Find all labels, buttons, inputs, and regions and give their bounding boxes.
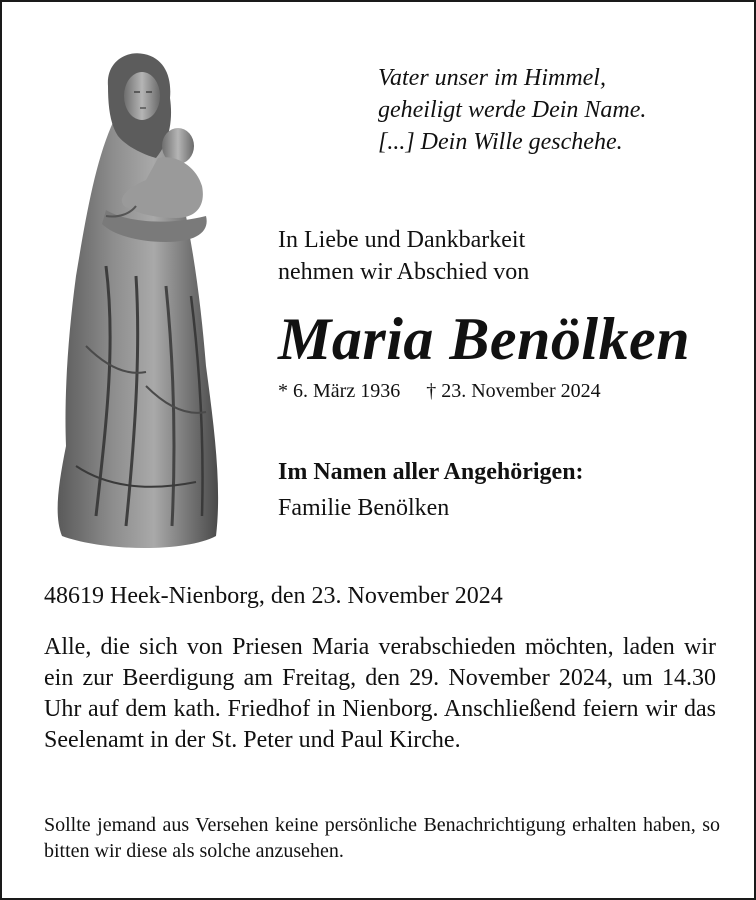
farewell-intro bbox=[278, 224, 529, 288]
mourners-signoff bbox=[278, 454, 584, 526]
madonna-statue-image bbox=[46, 46, 242, 552]
birth-date: * 6. März 1936 bbox=[278, 380, 401, 402]
prayer-line: Vater unser im Himmel, bbox=[378, 65, 606, 91]
notification-note: Sollte jemand aus Versehen keine persönliche Benachrichtigung erhalten haben, so bitten wir diese als solche anzusehen. bbox=[44, 814, 720, 862]
prayer-quote bbox=[378, 62, 738, 158]
place-and-date: 48619 Heek-Nienborg, den 23. November 2024 bbox=[44, 583, 503, 609]
prayer-line: geheiligt werde Dein Name. bbox=[378, 97, 647, 123]
life-dates bbox=[278, 378, 601, 404]
deceased-name: Maria Benölken bbox=[278, 306, 691, 372]
funeral-announcement: Alle, die sich von Priesen Maria verabschieden möchten, laden wir ein zur Beerdigung am Freitag, den 29. November 2024, um 14.30 Uhr auf dem kath. Friedhof in Nienborg. Anschließend feiern wir das Seelenamt in der St. Peter und Paul Kirche. bbox=[44, 634, 716, 753]
intro-line: In Liebe und Dankbarkeit bbox=[278, 227, 526, 253]
death-date: † 23. November 2024 bbox=[426, 380, 601, 402]
prayer-line: [...] Dein Wille geschehe. bbox=[378, 129, 623, 155]
intro-line: nehmen wir Abschied von bbox=[278, 259, 530, 285]
family-name: Familie Benölken bbox=[278, 495, 450, 521]
signoff-heading: Im Namen aller Angehörigen: bbox=[278, 459, 584, 485]
